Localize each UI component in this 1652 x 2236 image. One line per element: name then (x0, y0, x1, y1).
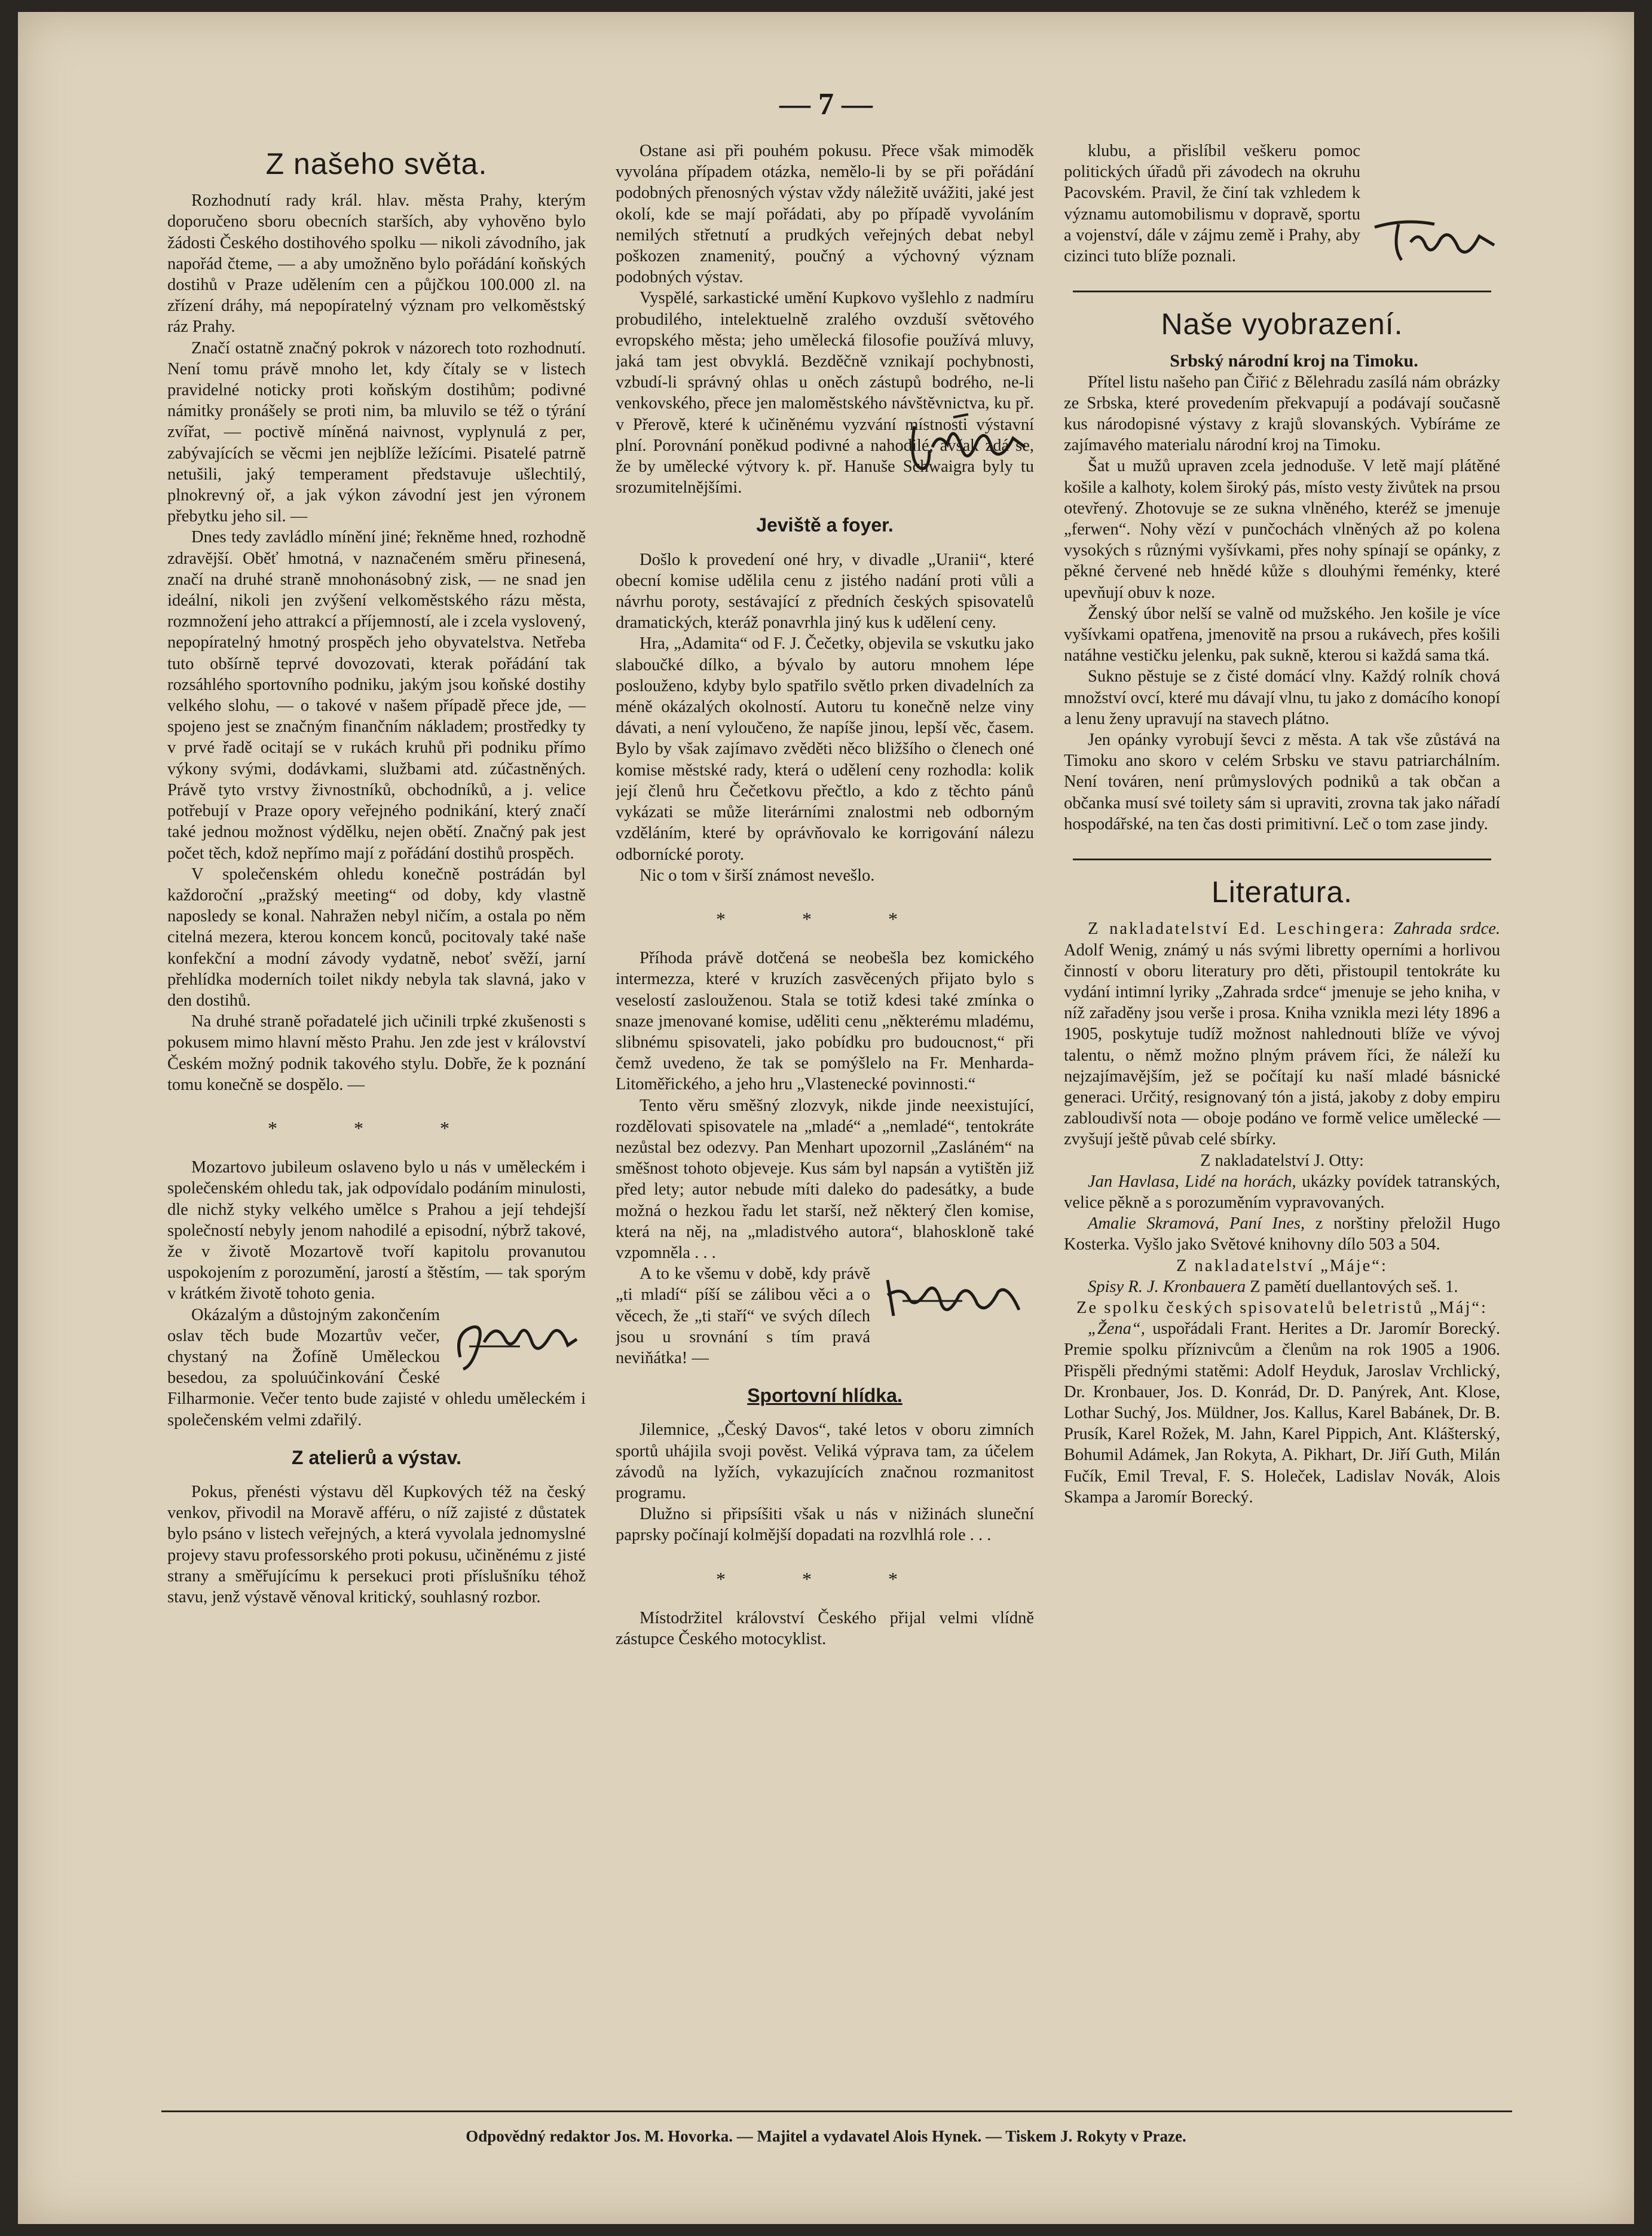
author-signature-4 (1369, 212, 1500, 271)
publisher-name: Z nakladatelství Ed. Leschingera: (1088, 920, 1386, 939)
paragraph: Pokus, přenésti výstavu děl Kupkových též na český venkov, přivodil na Moravě afféru, o níž zajisté z důstatek bylo psáno v listech veřejných, a která vyvolala jednomyslné projevy stavu professorského proti pokusu, učiněnému z jisté strany a směřujícímu k persekuci proti příslušníku téhož stavu, jenž výstavě věnoval kritický, souhlasný rozbor. (167, 1482, 586, 1606)
paragraph: Značí ostatně značný pokrok v názorech toto rozhodnutí. Není tomu právě mnoho let, kdy čítaly se v listech pravidelné noticky proti koňským dostihům; podivné námitky pronášely se proti nim, ba mluvilo se též o týrání zvířat, — poctivě míněná naivnost, vyplynulá z per, zabývajících se věcmi jen nejblíže ležícími. Pisatelé patrně netušili, jaký temperament představuje ušlechtilý, plnokrevný oř, a jak výkon závodní jest jen výronem přebytku jeho sil. — (167, 338, 586, 526)
heading-text: Sportovní hlídka. (747, 1385, 903, 1407)
paragraph: Přítel listu našeho pan Čiřić z Bělehradu zasílá nám obrázky ze Srbska, které provedením překvapují a podávají současně kus národopisné výstavy z krajů slovanských. Vybíráme ze zajímavého materialu národní kroj na Timoku. (1064, 372, 1500, 455)
paragraph: Jen opánky vyrobují ševci z města. A tak vše zůstává na Timoku ano skoro v celém Srbsku ve stavu patriarchálním. Není továren, není průmyslových podniků a tak občan a občanka musí své toilety sám si upraviti, zrovna tak jako nářadí hospodářské, na ten čas dosti primitivní. Leč o tom zase jindy. (1064, 731, 1500, 833)
author-signature-3 (879, 1268, 1034, 1333)
paragraph: Vyspělé, sarkastické umění Kupkovo vyšlehlo z nadmíru probudilého, intelektuelně zralého ovzduší světového evropského města; jeho umělecká filosofie používá mluvy, jaká tam jest obvyklá. Bezděčně vznikají pochybnosti, vzbudí-li správný ohlas u oněch zástupů bodrého, ne-li venkovského, přece jen maloměstského návštěvnictva, ku př. v Přerově, které k učiněnému vyzvání místnosti výstavní plní. Porovnání poněkud podivné a nahodilé, avšak zdá se, že by umělecké výtvory k. př. Hanuše Schwaigra byly tu srozumitelnějšími. (616, 289, 1034, 497)
section-rule (1073, 291, 1492, 292)
review-text: z norštiny přeložil Hugo Kosterka. Vyšlo jako Světové knihovny dílo 503 a 504. (1064, 1214, 1500, 1254)
section-heading-sportovni-hlidka (616, 1385, 1034, 1406)
paragraph: Tento věru směšný zlozvyk, nikde jinde neexistující, rozdělovati spisovatele na „mladé“ a „nemladé“, tentokráte nezůstal bez odezvy. Pan Menhart upozornil „Zasláném“ na směšnost tohoto objeveje. Kus sám byl napsán a vytištěn již před lety; autor nebude míti daleko do padesátky, a bude možná o hezkou řadu let starší, než některý člen komise, která na něj, na „mladistvého autora“, blahoskloně také vzpomněla . . . (616, 1096, 1034, 1262)
footer-rule (161, 2110, 1512, 2112)
section-heading-z-naseho-sveta: Z našeho světa. (265, 147, 488, 181)
paragraph-literature-2 (1064, 1171, 1500, 1213)
footer-imprint: Odpovědný redaktor Jos. M. Hovorka. — Majitel a vydavatel Alois Hynek. — Tiskem J. Rokyty v Praze. (466, 2127, 1186, 2145)
paragraph: Sukno pěstuje se z čisté domácí vlny. Každý rolník chová množství ovcí, které mu dávají vlnu, tu jako z domácího konopí a lenu ženy upravují na stavech plátno. (1064, 667, 1500, 728)
author-signature-1 (448, 1309, 586, 1380)
book-title: Zahrada srdce. (1393, 920, 1500, 939)
book-title: Spisy R. J. Kronbauera (1088, 1277, 1246, 1296)
paragraph: Dlužno si připsíšiti však u nás v nižinách sluneční paprsky počínají kolmější dopadati na rozvlhlá role . . . (616, 1505, 1034, 1545)
column-2 (616, 140, 1034, 2030)
paragraph: Rozhodnutí rady král. hlav. města Prahy, kterým doporučeno sboru obecních starších, aby vyhověno bylo žádosti Českého dostihového spolku — nikoli závodního, jak napořád čteme, — a aby umožněno bylo pořádání koňských dostihů v Praze udělením cen a půjčkou 100.000 zl. na zřízení dráhy, má nepopíratelný význam pro velkoměstský ráz Prahy. (167, 191, 586, 337)
paragraph-literature-1 (1064, 918, 1500, 1150)
paragraph: Ostane asi při pouhém pokusu. Přece však mimoděk vyvolána případem otázka, nemělo-li by se při pořádání podobných přenosných výstav vždy náležitě uvážiti, jaké jest okolí, kde se mají pořádati, aby po případě vyvoláním nemilých střetnutí a prudkých veřejných debat nebyl poškozen znamenitý, poučný a výchovný význam podobných výstav. (616, 142, 1034, 287)
paragraph: Jilemnice, „Český Davos“, také letos v oboru zimních sportů uhájila svoji pověst. Veliká výprava tam, za účelem závodů na lyžích, vykazujících značnou rozmanitost programu. (616, 1421, 1034, 1502)
book-title: „Žena“, (1088, 1319, 1145, 1339)
page-number: — 7 — (779, 87, 873, 121)
column-1 (167, 140, 586, 2030)
paragraph: Dnes tedy zavládlo mínění jiné; řekněme hned, rozhodně zdravější. Oběť hmotná, v naznačeném směru přinesená, značí na druhé straně mnohonásobný zisk, — ne snad jen ideální, nikoli jen zvýšení velkoměstského rázu města, rozmnožení jeho attrakcí a příjemností, ale i zcela vyslovený, nepopíratelný hmotný prospěch jeho obyvatelstva. Netřeba tuto obšírně teprvé dovozovati, kterak pořádání tak rozsáhlého sportovního podniku, jakým jsou koňské dostihy velkého slohu, — o takové v našem případě přece jde, — spojeno jest se značným finančním nákladem; prostředky ty v prvé řadě ocitají se v rukách kruhů při podniku přímo výkony svými, dodávkami, službami atd. zúčastněných. Právě tyto vrstvy živnostníků, obchodníků, a j. velice potřebují v Praze opory veřejného podnikání, který značí také jednou možnost výdělku, nejen obětí. Značný pak jest počet těch, kdož nepřímo mají z pořádání dostihů prospěch. (167, 528, 586, 863)
paragraph: Mozartovo jubileum oslaveno bylo u nás v uměleckém i společenském ohledu tak, jak odpovídalo podáním minulosti, dle nichž styky velkého umělce s Prahou a její tehdejší společností nebyly jenom nahodilé a episodní, nýbrž takové, že v životě Mozartově tvoří kapitolu provanutou uspokojením z porozumění, jarostí a štěstím, — tak sporým v krátkém životě tohoto genia. (167, 1158, 586, 1303)
paragraph: Ženský úbor nelší se valně od mužského. Jen košile je více vyšívkami opatřena, jmenovitě na prsou a rukávech, přes košili natáhne vestičku jelenku, pak sukně, kterou si každá sama tká. (1064, 604, 1500, 665)
paragraph: Nic o tom v širší známost nevešlo. (640, 866, 875, 885)
paragraph: Místodržitel království Českého přijal velmi vlídně zástupce Českého motocyklist. (616, 1608, 1034, 1648)
section-rule (1073, 859, 1492, 860)
section-heading-literatura: Literatura. (1211, 875, 1353, 909)
paragraph: Šat u mužů upraven zcela jednoduše. V letě mají plátěné košile a kalhoty, kolem široký pás, místo vesty živůtek na prsou otevřený. Zhotovuje se ze sukna vlněného, kteréž se jmenuje „ferwen“. Nohy vězí v punčochách vlněných až po kolena vysokých s různými vyšívkami, přes nohy spínají se opánky, z pěkné červené neb hnědé kůže s dlouhými řeménky, které upevňují obuv k noze. (1064, 457, 1500, 602)
book-title: Jan Havlasa, Lidé na horách, (1088, 1172, 1296, 1191)
column-3 (1064, 140, 1500, 2030)
paragraph: Došlo k provedení oné hry, v divadle „Uranii“, které obecní komise udělila cenu z jistého nadání proti vůli a návrhu poroty, sestávající z předních českých spisovatelů dramatických, kteráž ponavrhla jiný kus k udělení ceny. (616, 550, 1034, 633)
section-heading-jeviste: Jeviště a foyer. (756, 514, 894, 536)
paragraph-literature-4 (1064, 1276, 1500, 1297)
review-text: uspořádali Frant. Herites a Dr. Jaromír Borecký. Premie spolku příznivcům a členům na rok 1905 a 1906. Přispěli přednými statěmi: Adolf Heyduk, Jaroslav Vrchlický, Dr. Kronbauer, Jos. D. Konrád, Dr. D. Panýrek, Ant. Klose, Lothar Suchý, Jos. Müldner, Jos. Kallus, Karel Babánek, Dr. B. Prusík, Karel Rožek, M. Jahn, Karel Pippich, Ant. Klášterský, Bohumil Adámek, Jan Rokyta, A. Pikhart, Dr. Jiří Guth, Milán Fučík, Emil Treval, F. S. Holeček, Ladislav Novák, Alois Skampa a Jaromír Borecký. (1064, 1319, 1500, 1507)
paragraph-literature-5 (1064, 1318, 1500, 1508)
section-divider-stars: * * * (268, 1117, 485, 1139)
paragraph: V společenském ohledu konečně postrádán byl každoroční „pražský meeting“ od doby, kdy vlastně naposledy se konal. Nahražen nebyl ničím, a ostala po něm citelná mezera, kterou koncem konců, pocitovaly také naše konfekční a modní závody vydatně, neboť svěží, jarní přehlídka moderních toilet nikdy nebyla tak slavná, jako v den dostihů. (167, 865, 586, 1010)
publisher-name: Z nakladatelství „Máje“: (1176, 1256, 1388, 1275)
review-text: Z pamětí duellantových seš. 1. (1250, 1277, 1458, 1296)
section-divider-stars: * * * (716, 1568, 934, 1590)
paragraph: Hra, „Adamita“ od F. J. Čečetky, objevila se vskutku jako slaboučké dílko, a bývalo by autoru mnohem lépe poslouženo, kdyby bylo spatřilo světlo prken divadelních za méně okázalých okolností. Autoru tu konečně nelze viny dávati, a není vyloučeno, že napíše jinou, lepší věc, časem. Bylo by však zajímavo zvěděti něco bližšího o členech oné komise městské rady, která o udělení ceny rozhodla: kolik její členů hru Čečetkovu přečtlo, a kdo z těchto pánů vykázati se může literárními znalostmi neb odborným vzděláním, které by oprávňovalo ke korrigování nálezu odbornícké poroty. (616, 634, 1034, 864)
review-text: Adolf Wenig, známý u nás svými libretty operními a horlivou činností v oboru literatury pro děti, přistoupil tentokráte ku vydání intimní lyriky „Zahrada srdce“ jmenuje se jeho kniha, v níž zařaděny jsou verše i prosa. Kniha vznikla mezi léty 1896 a 1905, poskytuje tudíž možnost nahlednouti blíže ve vývoj talentu, o němž možno plným právem říci, že náleží ku nejzajímavějším, jež se počítají ku naší mladé básnické generaci. Určitý, resignovaný tón a jistá, jakoby z doby empiru zabloudivší nota — oboje podáno ve formě velice umělecké — zvyšují ještě půvab celé sbírky. (1064, 940, 1500, 1149)
paragraph: Okázalým a důstojným zakončením oslav těch bude Mozartův večer, chystaný na Žofíně Uměleckou besedou, za spoluúčinkování České Filharmonie. Večer tento bude zajisté v ohledu uměleckém i společenském velmi zdařilý. (167, 1305, 586, 1429)
article-subtitle: Srbský národní kroj na Timoku. (1170, 351, 1418, 371)
book-title: Amalie Skramová, Paní Ines, (1088, 1214, 1305, 1233)
paragraph: A to ke všemu v době, kdy právě „ti mladí“ píší se zálibou věci a o věcech, že „ti staří“ ve svých dílech jsou u srovnání s tím pravá neviňátka! — (616, 1264, 870, 1367)
section-heading-z-atelieru: Z atelierů a výstav. (292, 1446, 461, 1468)
section-divider-stars: * * * (716, 908, 934, 930)
publisher-name: Z nakladatelství J. Otty: (1200, 1151, 1364, 1170)
section-heading-nase-vyobrazeni: Naše vyobrazení. (1161, 307, 1403, 341)
paragraph: klubu, a přislíbil veškeru pomoc politických úřadů při závodech na okruhu Pacovském. Pravil, že činí tak vzhledem k významu automobilismu v dopravě, sportu a vojenství, dále v zájmu země i Prahy, aby cizinci tuto blíže poznali. (1064, 142, 1360, 266)
newspaper-page (18, 12, 1634, 2224)
paragraph: Na druhé straně pořadatelé jich učinili trpké zkušenosti s pokusem mimo hlavní město Prahu. Jen zde jest v království Českém možný podnik takového stylu. Dobře, že k poznání tomu konečně se dospělo. — (167, 1012, 586, 1094)
paragraph-literature-3 (1064, 1213, 1500, 1255)
review-text: ukázky povídek tatranských, velice pěkně a s porozuměním vypravovaných. (1064, 1172, 1500, 1212)
publisher-name: Ze spolku českých spisovatelů beletristů „Máj“: (1076, 1298, 1488, 1317)
paragraph: Příhoda právě dotčená se neobešla bez komického intermezza, které v kruzích zasvěcených přijato bylo s veselostí zaslouženou. Stala se totiž kdesi také zmínka o snaze jmenované komise, uděliti cenu „některému mladému, slibnému spisovateli, jako pobídku pro budoucnost,“ při čemž uvedeno, že tak se pomýšlelo na Fr. Menharda-Litoměřického, a jeho hru „Vlastenecké povinnosti.“ (616, 949, 1034, 1094)
